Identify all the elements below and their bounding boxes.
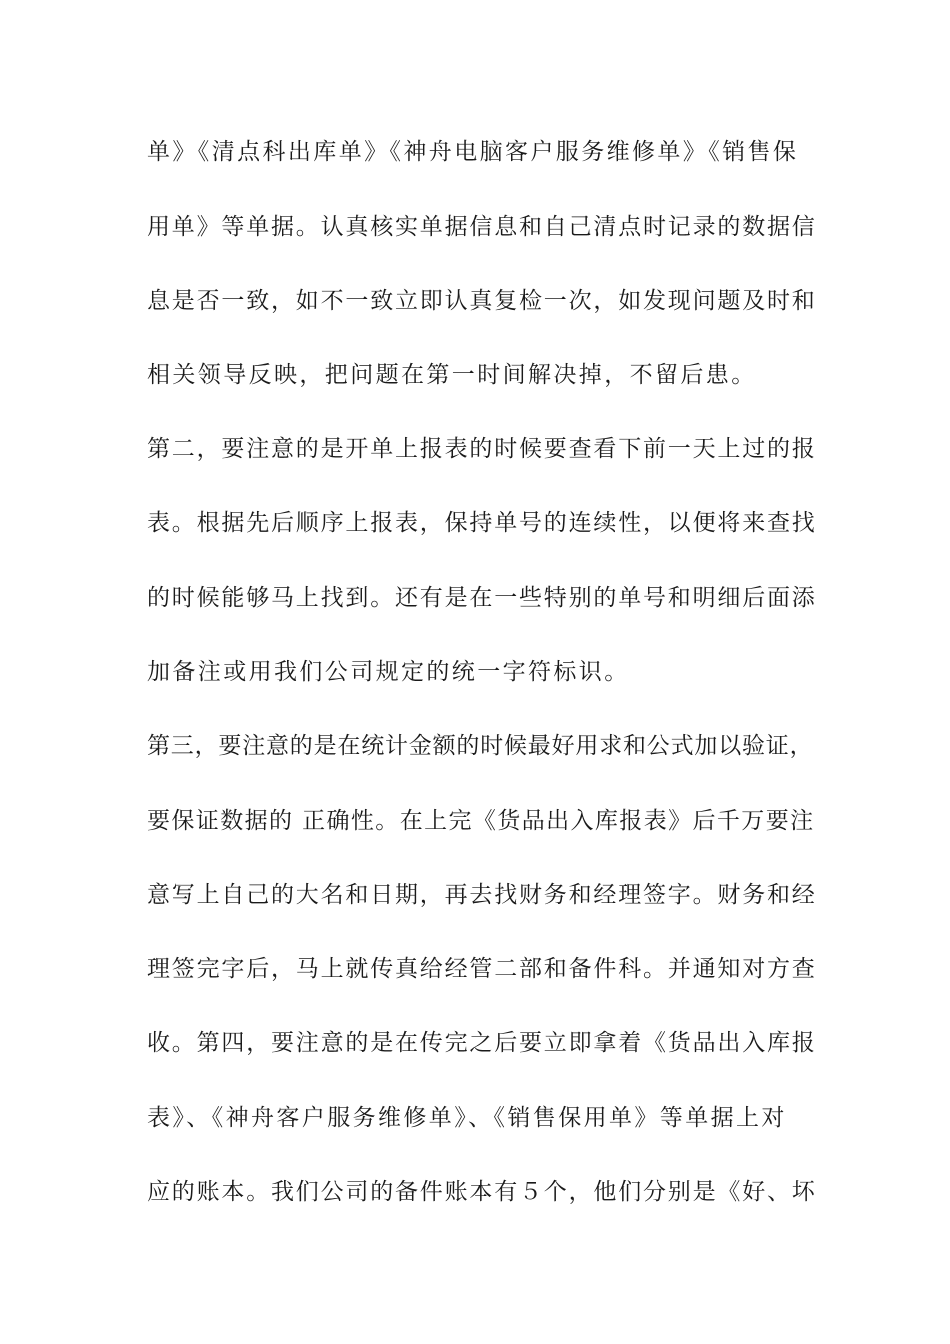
text-line: 表》、《神舟客户服务维修单》、《销售保用单》等单据上对 [147,1105,787,1131]
text-line: 理签完字后，马上就传真给经管二部和备件科。并通知对方查 [147,956,817,982]
text-line: 应的账本。我们公司的备件账本有５个，他们分别是《好、坏 [147,1179,817,1205]
text-line: 意写上自己的大名和日期，再去找财务和经理签字。财务和经 [147,882,817,908]
text-line: 息是否一致，如不一致立即认真复检一次，如发现问题及时和 [147,288,817,314]
text-line: 的时候能够马上找到。还有是在一些特别的单号和明细后面添 [147,585,817,611]
text-line: 加备注或用我们公司规定的统一字符标识。 [147,659,630,685]
text-line: 要保证数据的 正确性。在上完《货品出入库报表》后千万要注 [147,808,815,834]
text-line: 收。第四，要注意的是在传完之后要立即拿着《货品出入库报 [147,1030,817,1056]
text-line: 单》《清点科出库单》《神舟电脑客户服务维修单》《销售保 [147,139,799,165]
text-line: 第二，要注意的是开单上报表的时候要查看下前一天上过的报 [147,436,817,462]
text-line: 表。根据先后顺序上报表，保持单号的连续性，以便将来查找 [147,510,817,536]
text-line: 相关领导反映，把问题在第一时间解决掉，不留后患。 [147,362,757,388]
text-line: 第三，要注意的是在统计金额的时候最好用求和公式加以验证， [147,733,814,759]
text-line: 用单》等单据。认真核实单据信息和自己清点时记录的数据信 [147,214,817,240]
